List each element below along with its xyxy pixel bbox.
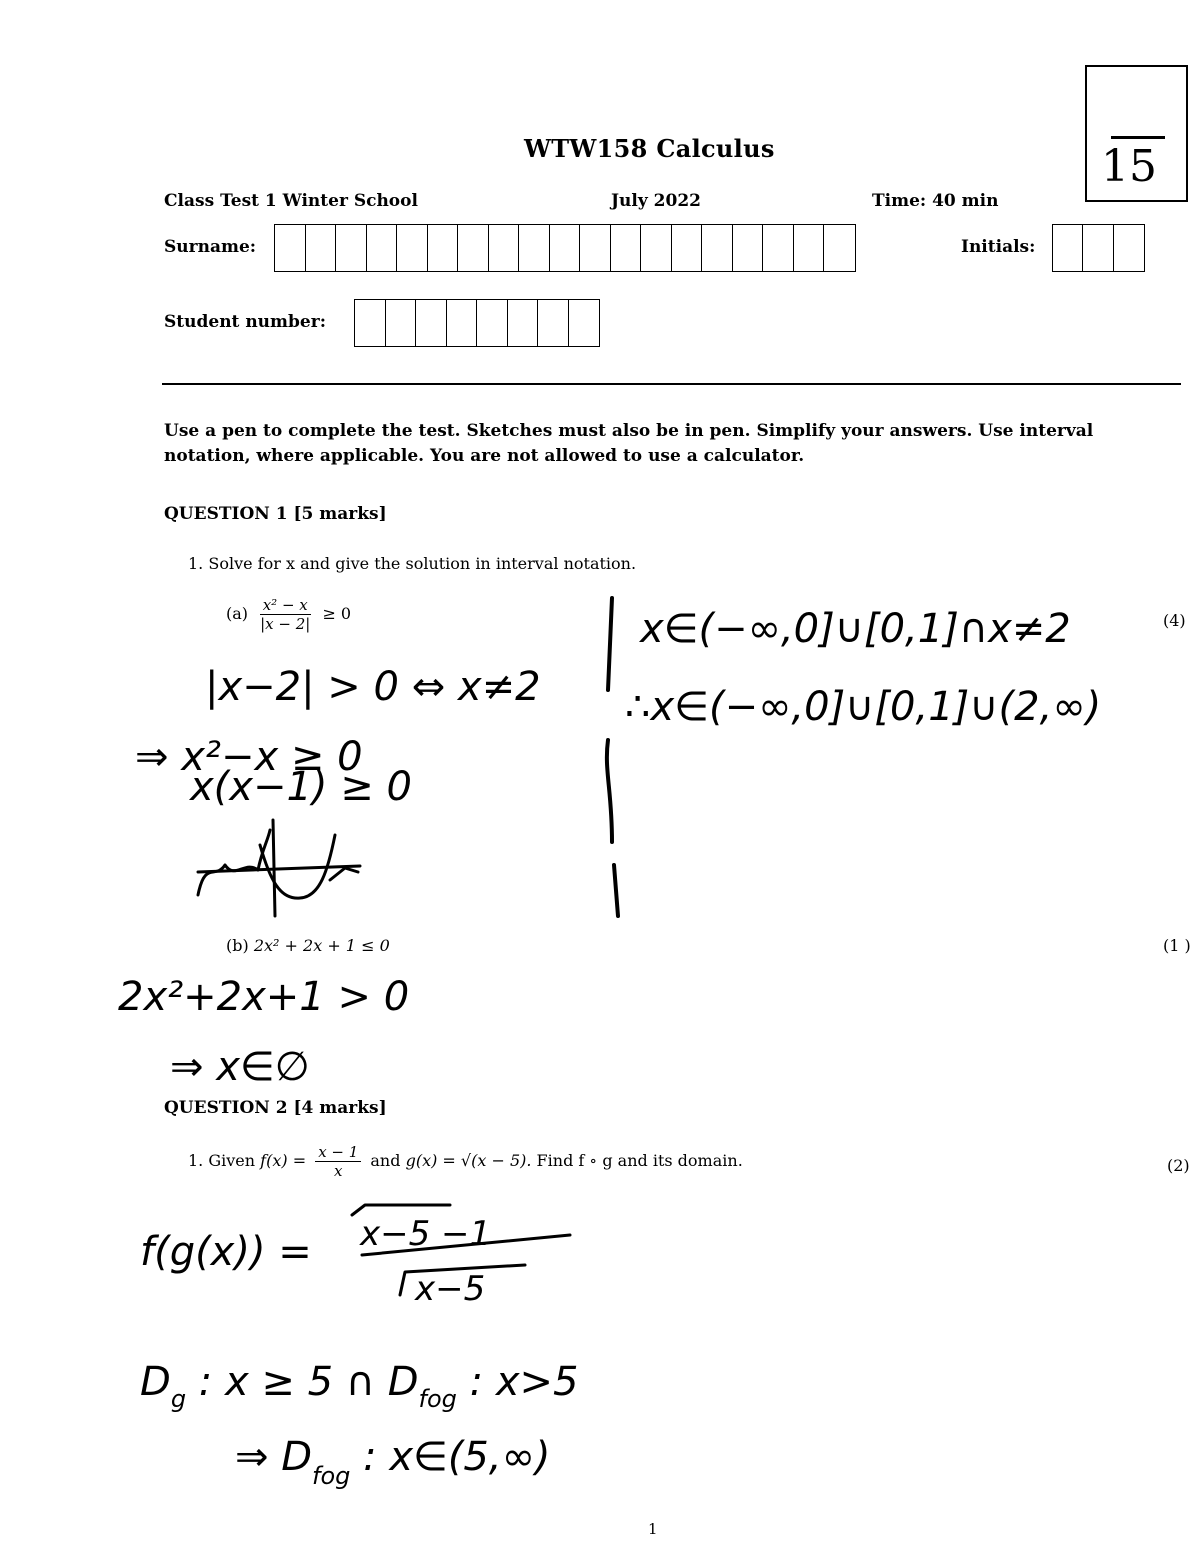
svg-text:x(x−1) ≥ 0: x(x−1) ≥ 0 [190,764,412,810]
q1a-answer-right [607,598,1101,916]
prompt-task: Find f ∘ g and its domain. [536,1151,743,1170]
initials-label: Initials: [961,237,1036,257]
f-numerator: x − 1 [315,1143,361,1162]
student-number-label: Student number: [164,312,326,332]
question-2-heading: QUESTION 2 [4 marks] [164,1098,387,1118]
q1b-answer [118,974,409,1090]
svg-text:⇒ x²−x ≥ 0: ⇒ x²−x ≥ 0 [135,734,363,780]
test-name: Class Test 1 Winter School [164,191,418,211]
part-label: (a) [226,604,249,623]
surname-label: Surname: [164,237,257,257]
instructions: Use a pen to complete the test. Sketches must also be in pen. Simplify your answers. Use interval notation, where applicable. You are not allowed to use a calculator. [164,421,1094,466]
svg-text:Dg : x ≥ 5 ∩ Dfog : x>5: $D_g$ : x ≥ 5 ∩ $D_{fog}$ : x>5 [140,1359,579,1413]
expression: 2x² + 2x + 1 ≤ 0 [253,936,390,955]
svg-text:f(g(x)) =: f(g(x)) = [140,1229,312,1275]
svg-text:⇒ x∈∅: ⇒ x∈∅ [170,1044,310,1090]
item-prompt: Solve for x and give the solution in interval notation. [208,554,637,573]
fraction-numerator: x² − x [260,596,311,615]
svg-text:⇒ Dfog : x∈(5,∞): ⇒ $D_{fog}$ : x∈(5,∞) [235,1434,551,1490]
part-label: (b) [226,936,249,955]
q2-answer [140,1205,578,1490]
item-number: 1. [188,1151,204,1170]
fraction-denominator: |x − 2| [260,615,311,633]
test-date: July 2022 [611,191,701,211]
svg-text:∴x∈(−∞,0]∪[0,1]∪(2,∞): ∴x∈(−∞,0]∪[0,1]∪(2,∞) [625,684,1102,730]
f-definition: f(x) = [260,1151,307,1170]
svg-text:x−5 −1: x−5 −1 [360,1214,492,1254]
question-1b-marks: (1 ) [1163,936,1191,955]
score-total: 15 [1101,141,1157,192]
test-duration: Time: 40 min [872,191,999,211]
svg-text:x−5: x−5 [415,1269,486,1309]
question-2-marks: (2) [1167,1156,1190,1175]
f-denominator: x [334,1162,343,1180]
question-1-heading: QUESTION 1 [5 marks] [164,504,387,524]
svg-text:2x²+2x+1 > 0: 2x²+2x+1 > 0 [118,974,410,1020]
item-number: 1. [188,554,204,573]
page-number: 1 [648,1520,658,1538]
q1a-answer-left [135,664,541,916]
question-1a-marks: (4) [1163,611,1186,630]
prompt-given: Given [208,1151,256,1170]
svg-text:x∈(−∞,0]∪[0,1]∩x≠2: x∈(−∞,0]∪[0,1]∩x≠2 [640,606,1071,652]
prompt-and: and [370,1151,401,1170]
svg-text:|x−2| > 0 ⇔ x≠2: |x−2| > 0 ⇔ x≠2 [205,664,541,710]
course-title: WTW158 Calculus [524,134,775,163]
g-definition: g(x) = √(x − 5). [405,1151,532,1170]
inequality: ≥ 0 [322,604,352,623]
